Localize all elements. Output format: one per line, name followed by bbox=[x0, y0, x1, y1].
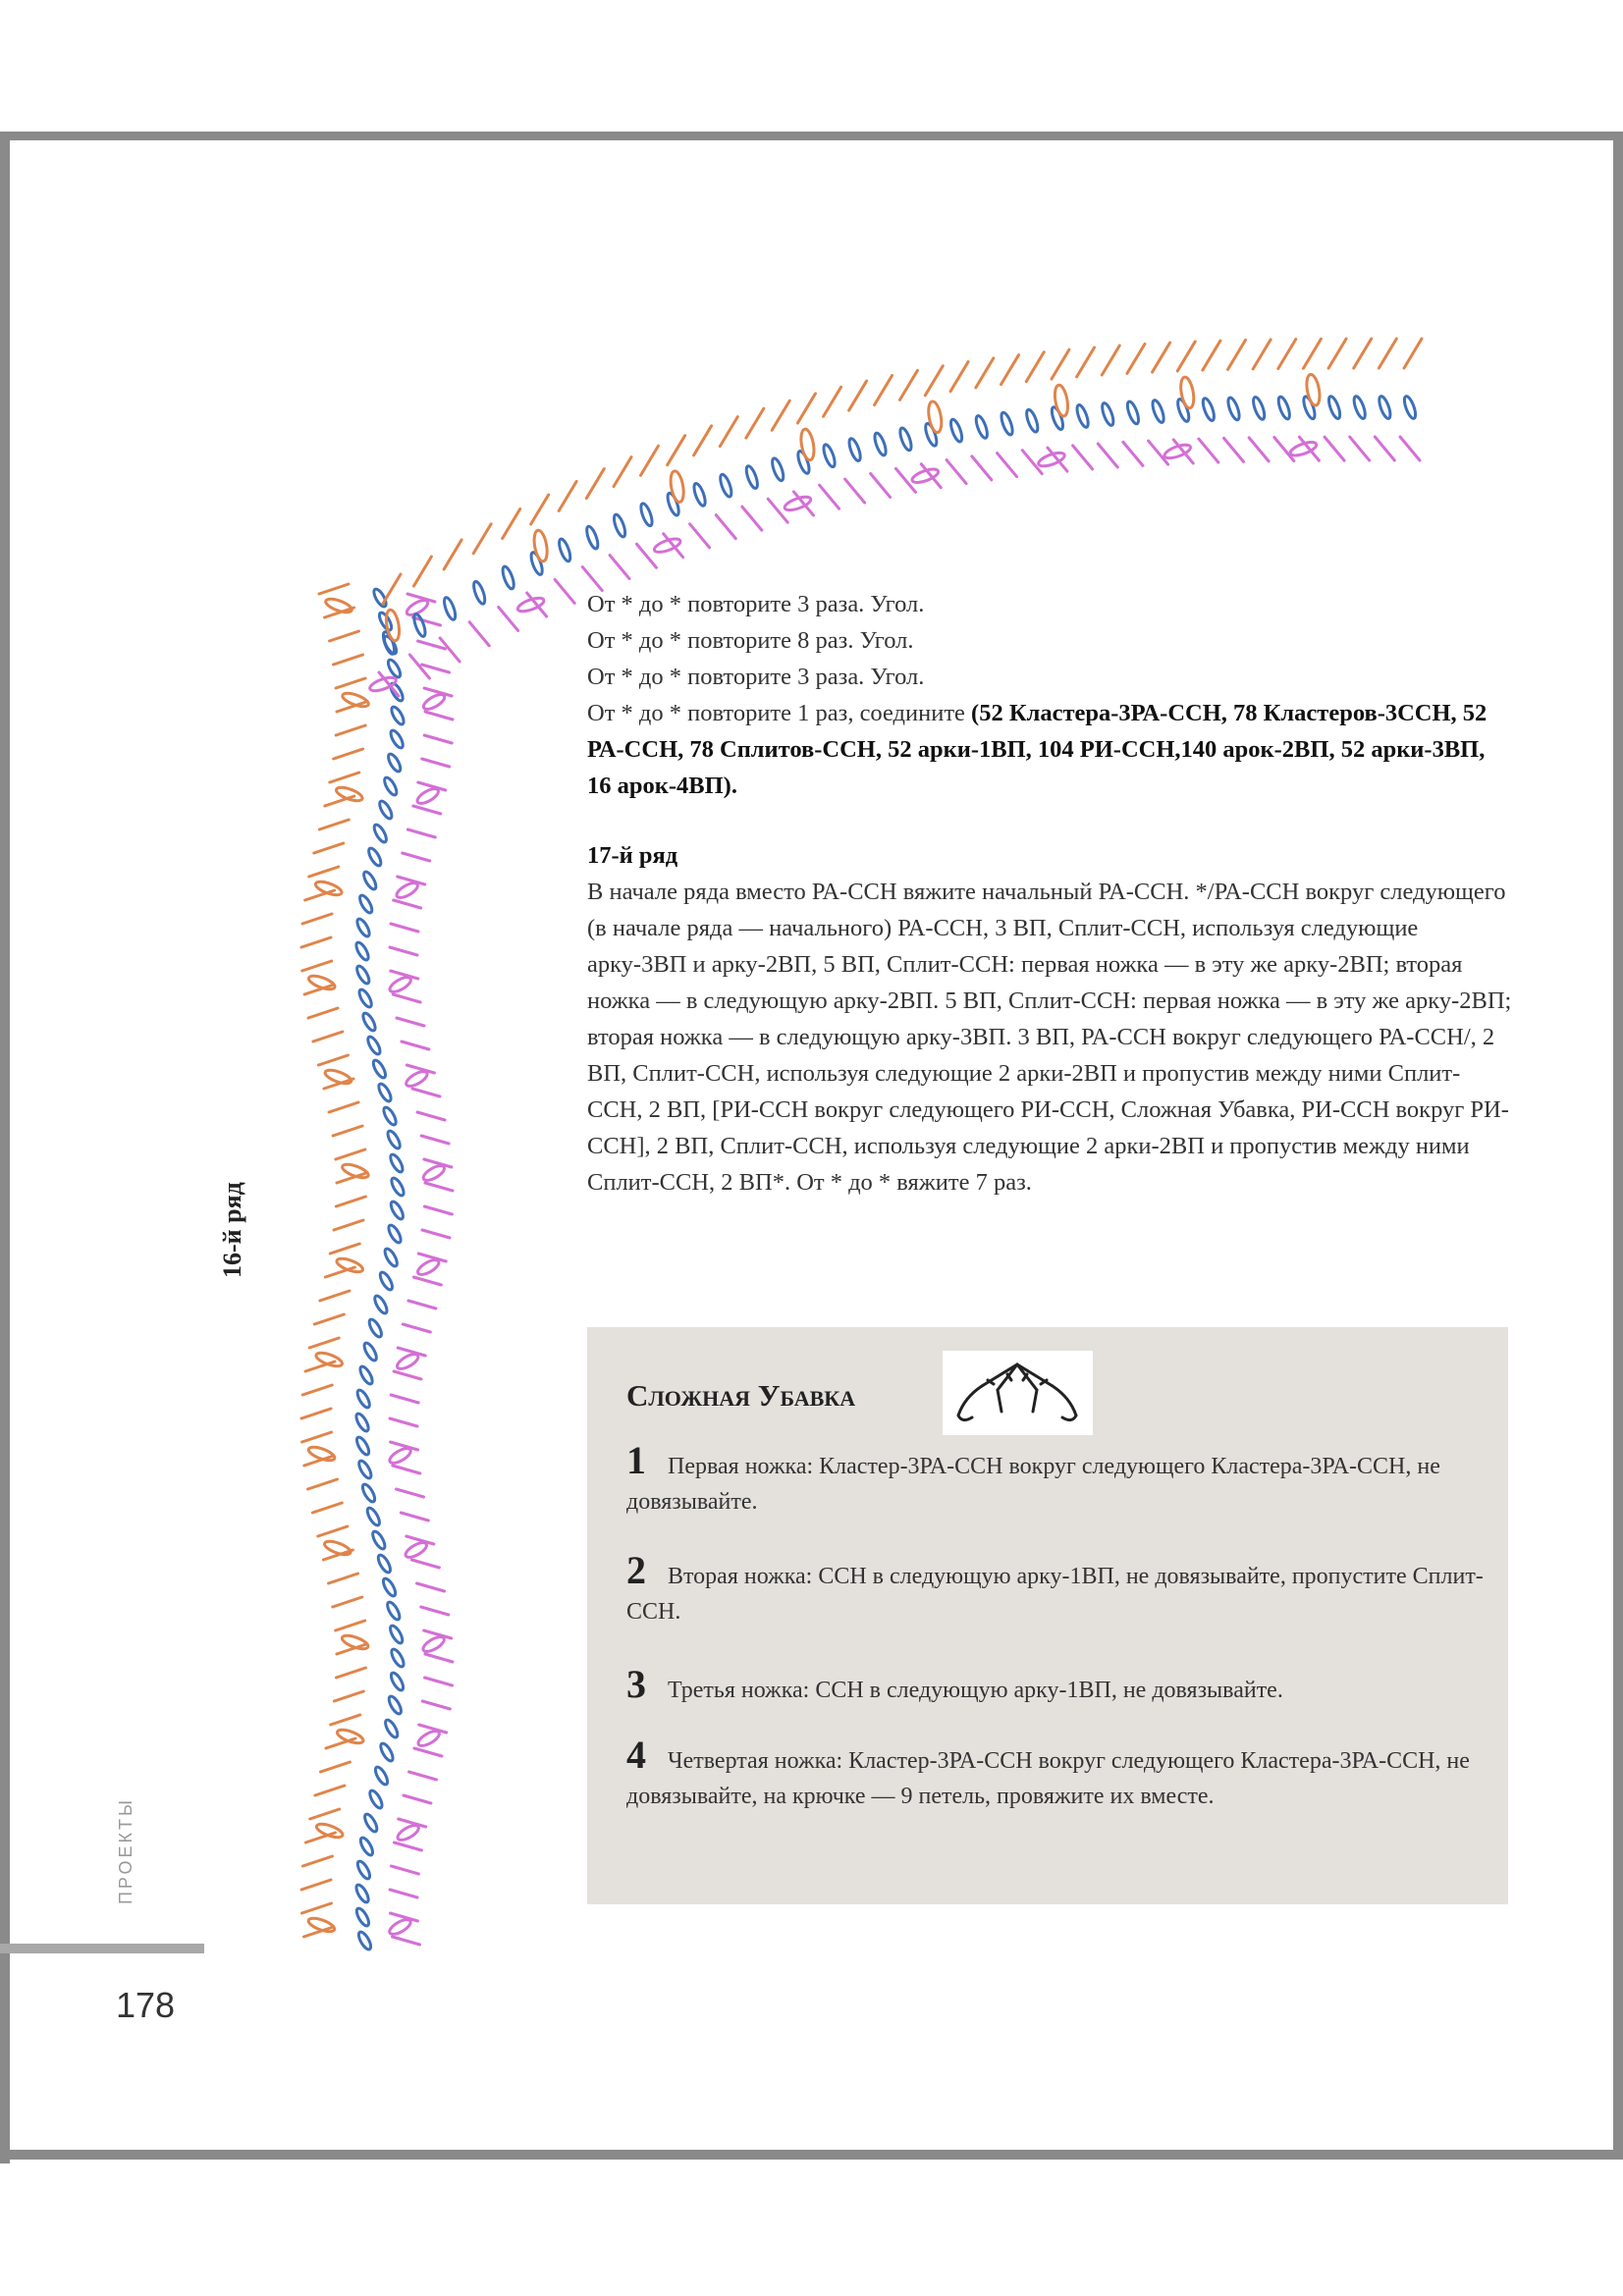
chain-stitch bbox=[383, 1247, 400, 1267]
stitch-stroke bbox=[1299, 437, 1319, 460]
stitch-stroke bbox=[425, 712, 453, 720]
chain-stitch bbox=[365, 1035, 382, 1055]
chain-stitch bbox=[442, 596, 458, 620]
stitch-stroke bbox=[336, 725, 365, 735]
stitch-stroke bbox=[1379, 339, 1396, 368]
stitch-stroke bbox=[334, 749, 363, 759]
step-text: Вторая ножка: ССН в следующую арку-1ВП, не довязывайте, пропустите Сплит-ССН. bbox=[626, 1564, 1484, 1625]
stitch-stroke bbox=[424, 1206, 452, 1214]
chain-stitch bbox=[362, 1812, 379, 1833]
stitch-stroke bbox=[412, 1089, 440, 1096]
instruction-text bbox=[587, 586, 1512, 1201]
instruction-plain: От * до * повторите 1 раз, соедините bbox=[587, 700, 972, 726]
chain-stitch bbox=[354, 940, 371, 961]
stitch-stroke bbox=[391, 1395, 418, 1403]
chain-stitch bbox=[1402, 395, 1418, 419]
chain-stitch bbox=[354, 964, 371, 985]
row-17-instructions: В начале ряда вместо РА-ССН вяжите начальный РА-ССН. */РА-ССН вокруг следующего (в начале ряда — начального) РА-ССН, 3 ВП, Сплит-ССН, используя следующие арку-3ВП и арку-2ВП, 5 ВП, Сплит-ССН: первая ножка — в эту же арку-2ВП; вторая ножка — в следующую арку-2ВП. 5 ВП, Сплит-ССН: первая ножка — в эту же арку-2ВП; вторая ножка — в следующую арку-3ВП. 3 ВП, РА-ССН вокруг следующего РА-ССН/, 2 ВП, Сплит-ССН, используя следующие 2 арки-2ВП и пропустив между ними Сплит-ССН, 2 ВП, [РИ-ССН вокруг следующего РИ-ССН, Сложная Убавка, РИ-ССН вокруг РИ-ССН], 2 ВП, Сплит-ССН, используя следующие 2 арки-2ВП и пропустив между ними Сплит-ССН, 2 ВП*. От * до * вяжите 7 раз. bbox=[587, 879, 1512, 1196]
stitch-stroke bbox=[422, 759, 450, 767]
chain-stitch bbox=[584, 525, 600, 550]
chain-stitch bbox=[388, 1446, 413, 1467]
stitch-totals: (52 Кластера-3РА-ССН, 78 Кластеров-3ССН, 52 РА-ССН, 78 Сплитов-ССН, 52 арки-1ВП, 104 РИ-ССН,140 арок-2ВП, 52 арки-3ВП, 16 арок-4ВП). bbox=[587, 700, 1488, 799]
box-title: Сложная Убавка bbox=[626, 1378, 856, 1413]
stitch-stroke bbox=[444, 540, 461, 569]
stitch-stroke bbox=[1048, 448, 1067, 471]
stitch-stroke bbox=[413, 806, 441, 814]
stitch-stroke bbox=[559, 481, 576, 510]
chain-stitch bbox=[421, 692, 447, 713]
stitch-stroke bbox=[469, 622, 489, 646]
stitch-stroke bbox=[1278, 340, 1296, 369]
stitch-stroke bbox=[301, 937, 331, 947]
chain-stitch bbox=[377, 799, 394, 820]
page-number: 178 bbox=[116, 1985, 176, 2025]
chain-stitch bbox=[948, 418, 964, 443]
chain-stitch bbox=[361, 1011, 378, 1032]
chain-stitch bbox=[532, 529, 549, 562]
stitch-stroke bbox=[310, 1809, 340, 1819]
stitch-stroke bbox=[383, 574, 401, 604]
chain-stitch bbox=[692, 482, 708, 507]
chain-stitch bbox=[718, 473, 733, 498]
stitch-stroke bbox=[586, 469, 604, 499]
stitch-stroke bbox=[1354, 339, 1372, 368]
chain-stitch bbox=[799, 428, 816, 461]
chain-stitch bbox=[388, 1152, 405, 1173]
stitch-stroke bbox=[425, 1183, 453, 1191]
stitch-stroke bbox=[824, 387, 841, 416]
stitch-stroke bbox=[424, 1678, 452, 1685]
chain-stitch bbox=[388, 1624, 405, 1644]
stitch-stroke bbox=[414, 1748, 442, 1756]
stitch-stroke bbox=[312, 1503, 342, 1513]
chain-stitch bbox=[416, 1729, 442, 1749]
chain-stitch bbox=[471, 580, 487, 605]
chain-stitch bbox=[1201, 397, 1217, 421]
stitch-stroke bbox=[797, 394, 815, 423]
stitch-stroke bbox=[899, 370, 917, 400]
stitch-stroke bbox=[302, 961, 332, 971]
stitch-stroke bbox=[527, 593, 547, 616]
chain-stitch bbox=[365, 1506, 382, 1526]
chain-stitch bbox=[1276, 396, 1292, 420]
stitch-stroke bbox=[421, 1607, 449, 1615]
chain-stitch bbox=[1352, 395, 1368, 419]
stitch-stroke bbox=[742, 507, 762, 530]
chain-stitch bbox=[770, 457, 785, 482]
stitch-stroke bbox=[845, 479, 865, 503]
step-number: 4 bbox=[626, 1733, 646, 1777]
instruction-line bbox=[587, 695, 1512, 804]
chain-stitch bbox=[356, 1459, 373, 1479]
chain-stitch bbox=[354, 1412, 371, 1432]
stitch-stroke bbox=[320, 1291, 350, 1301]
chain-stitch bbox=[385, 1600, 402, 1621]
stitch-stroke bbox=[925, 366, 943, 396]
stitch-stroke bbox=[768, 499, 787, 522]
chain-stitch bbox=[822, 444, 838, 468]
stitch-stroke bbox=[1173, 440, 1193, 463]
stitch-stroke bbox=[668, 436, 685, 465]
stitch-stroke bbox=[319, 584, 349, 594]
chain-stitch bbox=[412, 613, 428, 637]
stitch-stroke bbox=[413, 1277, 441, 1285]
stitch-stroke bbox=[503, 508, 520, 538]
stitch-stroke bbox=[308, 1479, 338, 1489]
stitch-stroke bbox=[1001, 355, 1019, 385]
stitch-stroke bbox=[334, 1691, 363, 1701]
chain-stitch bbox=[501, 565, 516, 590]
stitch-stroke bbox=[302, 1432, 332, 1442]
chain-stitch bbox=[367, 1789, 384, 1809]
stitch-stroke bbox=[849, 381, 867, 410]
stitch-stroke bbox=[1153, 343, 1170, 372]
chain-stitch bbox=[373, 1765, 390, 1786]
stitch-stroke bbox=[746, 408, 764, 438]
stitch-stroke bbox=[330, 1244, 359, 1254]
stitch-stroke bbox=[393, 1937, 420, 1945]
stitch-stroke bbox=[421, 1136, 449, 1144]
stitch-stroke bbox=[334, 1220, 363, 1230]
stitch-stroke bbox=[921, 464, 941, 488]
bottom-border bbox=[0, 2150, 1623, 2160]
left-border bbox=[0, 132, 10, 2163]
step-number: 1 bbox=[626, 1438, 646, 1482]
chain-stitch bbox=[366, 846, 383, 867]
stitch-stroke bbox=[336, 1197, 365, 1206]
stitch-stroke bbox=[1328, 339, 1346, 368]
chain-stitch bbox=[386, 658, 403, 678]
instruction-line: От * до * повторите 3 раза. Угол. bbox=[587, 664, 925, 690]
stitch-stroke bbox=[664, 534, 683, 558]
stitch-stroke bbox=[1400, 437, 1420, 460]
chain-stitch bbox=[367, 1317, 384, 1338]
chain-stitch bbox=[404, 1540, 429, 1561]
stitch-stroke bbox=[390, 1890, 417, 1897]
stitch-stroke bbox=[716, 515, 735, 539]
chain-stitch bbox=[361, 870, 378, 890]
stitch-stroke bbox=[1098, 444, 1117, 467]
stitch-stroke bbox=[871, 473, 891, 497]
step-number: 2 bbox=[626, 1548, 646, 1592]
chain-stitch bbox=[356, 1930, 373, 1950]
chain-stitch bbox=[390, 1176, 406, 1197]
stitch-stroke bbox=[391, 924, 418, 932]
chain-stitch bbox=[376, 1553, 393, 1574]
stitch-stroke bbox=[336, 1621, 365, 1630]
stitch-stroke bbox=[333, 1597, 362, 1607]
stitch-stroke bbox=[394, 1842, 421, 1850]
stitch-stroke bbox=[610, 556, 629, 579]
chain-stitch bbox=[898, 427, 914, 452]
chain-stitch bbox=[387, 1223, 404, 1244]
stitch-stroke bbox=[302, 1856, 332, 1866]
stitch-stroke bbox=[1325, 437, 1344, 460]
chain-stitch bbox=[388, 975, 413, 995]
chain-stitch bbox=[362, 1341, 379, 1362]
stitch-stroke bbox=[313, 1032, 343, 1041]
chain-stitch bbox=[612, 513, 627, 538]
stitch-stroke bbox=[318, 1526, 348, 1536]
chain-stitch bbox=[372, 823, 389, 843]
chain-stitch bbox=[396, 1823, 421, 1843]
row-label: 16-й ряд bbox=[218, 1182, 246, 1278]
stitch-stroke bbox=[418, 641, 446, 649]
stitch-stroke bbox=[1026, 352, 1044, 382]
stitch-stroke bbox=[314, 1314, 344, 1324]
chain-stitch bbox=[1024, 408, 1040, 433]
step-3 bbox=[626, 1662, 1490, 1708]
stitch-stroke bbox=[331, 1715, 360, 1725]
stitch-stroke bbox=[531, 495, 549, 524]
chain-stitch bbox=[1053, 384, 1069, 417]
stitch-stroke bbox=[820, 485, 839, 508]
chain-stitch bbox=[372, 1294, 389, 1314]
stitch-stroke bbox=[333, 1126, 362, 1136]
stitch-stroke bbox=[772, 400, 789, 430]
stitch-stroke bbox=[309, 867, 339, 877]
stitch-stroke bbox=[301, 1880, 331, 1890]
chain-stitch bbox=[669, 470, 685, 504]
stitch-stroke bbox=[391, 1866, 418, 1874]
stitch-stroke bbox=[320, 1762, 350, 1772]
right-border bbox=[1613, 132, 1623, 2160]
stitch-stroke bbox=[422, 1701, 450, 1709]
chain-stitch bbox=[360, 1482, 377, 1503]
chain-stitch bbox=[357, 988, 374, 1008]
stitch-stroke bbox=[417, 1112, 445, 1120]
stitch-stroke bbox=[301, 1409, 331, 1418]
chain-stitch bbox=[354, 1906, 371, 1927]
stitch-stroke bbox=[1077, 347, 1095, 377]
stitch-stroke bbox=[318, 1055, 348, 1065]
stitch-stroke bbox=[972, 456, 992, 480]
chain-stitch bbox=[1151, 399, 1166, 423]
stitch-stroke bbox=[402, 1041, 429, 1049]
row-17-title: 17-й ряд bbox=[587, 842, 678, 869]
stitch-stroke bbox=[408, 1772, 436, 1780]
chain-stitch bbox=[405, 1069, 430, 1090]
stitch-stroke bbox=[315, 1786, 345, 1795]
chain-stitch bbox=[1326, 395, 1342, 419]
stitch-stroke bbox=[411, 1560, 439, 1568]
chain-stitch bbox=[1377, 395, 1392, 419]
stitch-stroke bbox=[309, 1338, 339, 1348]
chain-stitch bbox=[873, 432, 889, 456]
stitch-stroke bbox=[1052, 349, 1069, 379]
chain-stitch bbox=[381, 1576, 398, 1597]
chain-stitch bbox=[355, 1859, 372, 1880]
stitch-stroke bbox=[407, 829, 435, 837]
stitch-stroke bbox=[690, 524, 710, 548]
stitch-stroke bbox=[947, 460, 966, 484]
complex-decrease-box bbox=[587, 1327, 1508, 1904]
stitch-stroke bbox=[976, 358, 994, 388]
stitch-stroke bbox=[329, 1102, 358, 1112]
stitch-stroke bbox=[413, 617, 441, 625]
chain-stitch bbox=[358, 1364, 375, 1385]
step-1 bbox=[626, 1438, 1490, 1520]
chain-stitch bbox=[383, 1718, 400, 1738]
stitch-stroke bbox=[334, 655, 363, 665]
chain-stitch bbox=[382, 1105, 399, 1126]
stitch-stroke bbox=[330, 631, 359, 641]
stitch-stroke bbox=[1123, 442, 1143, 465]
stitch-stroke bbox=[1228, 340, 1246, 369]
chain-stitch bbox=[386, 752, 403, 773]
stitch-stroke bbox=[1404, 339, 1422, 368]
stitch-stroke bbox=[401, 1513, 428, 1521]
chain-stitch bbox=[1305, 373, 1322, 406]
stitch-stroke bbox=[1199, 439, 1218, 462]
chain-stitch bbox=[355, 917, 372, 937]
step-2 bbox=[626, 1548, 1490, 1629]
stitch-stroke bbox=[336, 1149, 365, 1159]
chain-stitch bbox=[389, 1647, 406, 1668]
stitch-stroke bbox=[408, 1301, 436, 1308]
stitch-stroke bbox=[393, 994, 420, 1002]
chain-stitch bbox=[387, 1694, 404, 1715]
stitch-stroke bbox=[425, 1654, 453, 1662]
chain-stitch bbox=[974, 414, 990, 439]
chain-stitch bbox=[358, 1836, 375, 1856]
stitch-stroke bbox=[614, 457, 631, 487]
chain-stitch bbox=[744, 464, 760, 489]
stitch-stroke bbox=[1303, 339, 1321, 368]
chain-stitch bbox=[1100, 401, 1115, 426]
chain-stitch bbox=[371, 1058, 388, 1079]
section-label: ПРОЕКТЫ bbox=[116, 1797, 135, 1904]
chain-stitch bbox=[395, 881, 420, 901]
chain-stitch bbox=[388, 1917, 413, 1938]
stitch-stroke bbox=[1350, 437, 1370, 460]
stitch-stroke bbox=[1127, 344, 1145, 373]
stitch-stroke bbox=[394, 1371, 421, 1379]
step-text: Третья ножка: ССН в следующую арку-1ВП, не довязывайте. bbox=[668, 1678, 1283, 1703]
stitch-stroke bbox=[875, 375, 893, 404]
chain-stitch bbox=[378, 1741, 395, 1762]
stitch-stroke bbox=[422, 1230, 450, 1238]
chain-stitch bbox=[415, 1257, 441, 1278]
stitch-stroke bbox=[404, 1795, 431, 1803]
stitch-stroke bbox=[473, 524, 491, 554]
stitch-stroke bbox=[413, 557, 431, 586]
stitch-stroke bbox=[1249, 438, 1269, 461]
stitch-stroke bbox=[1102, 346, 1119, 375]
stitch-stroke bbox=[403, 853, 430, 861]
chain-stitch bbox=[1125, 400, 1141, 425]
chain-stitch bbox=[1226, 397, 1242, 421]
stitch-stroke bbox=[950, 362, 968, 392]
decrease-symbol-icon bbox=[943, 1351, 1093, 1435]
stitch-stroke bbox=[422, 665, 450, 672]
chain-stitch bbox=[389, 728, 406, 749]
stitch-stroke bbox=[720, 417, 737, 447]
chain-stitch bbox=[1179, 376, 1196, 409]
stitch-stroke bbox=[793, 492, 813, 515]
stitch-stroke bbox=[390, 1418, 417, 1426]
stitch-stroke bbox=[1224, 438, 1244, 461]
step-text: Первая ножка: Кластер-3РА-ССН вокруг следующего Кластера-3РА-ССН, не довязывайте. bbox=[626, 1454, 1440, 1515]
chain-stitch bbox=[927, 400, 944, 434]
stitch-stroke bbox=[397, 1018, 424, 1026]
stitch-stroke bbox=[319, 820, 349, 829]
stitch-stroke bbox=[1073, 446, 1093, 469]
stitch-stroke bbox=[302, 914, 332, 924]
chain-stitch bbox=[1075, 403, 1091, 428]
stitch-stroke bbox=[329, 1574, 358, 1583]
chain-stitch bbox=[557, 538, 572, 562]
stitch-stroke bbox=[301, 1903, 331, 1913]
chain-stitch bbox=[847, 437, 863, 461]
stitch-stroke bbox=[336, 1668, 365, 1678]
chain-stitch bbox=[376, 1082, 393, 1102]
chain-stitch bbox=[395, 1352, 420, 1372]
stitch-stroke bbox=[314, 843, 344, 853]
chain-stitch bbox=[415, 786, 441, 807]
stitch-stroke bbox=[424, 735, 452, 743]
chain-stitch bbox=[370, 1529, 387, 1550]
stitch-stroke bbox=[1203, 341, 1220, 370]
section-bar bbox=[0, 1944, 204, 1953]
stitch-stroke bbox=[397, 1489, 424, 1497]
stitch-stroke bbox=[998, 454, 1017, 477]
stitch-stroke bbox=[640, 446, 658, 475]
stitch-stroke bbox=[393, 1466, 420, 1473]
stitch-stroke bbox=[440, 638, 460, 662]
instruction-line: От * до * повторите 3 раза. Угол. bbox=[587, 591, 925, 617]
chain-stitch bbox=[1251, 396, 1267, 420]
chain-stitch bbox=[355, 1388, 372, 1409]
chain-stitch bbox=[378, 1270, 395, 1291]
stitch-stroke bbox=[1375, 437, 1394, 460]
stitch-stroke bbox=[499, 607, 518, 630]
chain-stitch bbox=[386, 1129, 403, 1149]
step-4 bbox=[626, 1733, 1490, 1814]
stitch-stroke bbox=[390, 947, 417, 955]
chain-stitch bbox=[354, 1883, 371, 1903]
stitch-stroke bbox=[308, 1008, 338, 1018]
stitch-stroke bbox=[694, 426, 712, 455]
step-text: Четвертая ножка: Кластер-3РА-ССН вокруг следующего Кластера-3РА-ССН, не довязывайте, на крючке — 9 петель, провяжите их вместе. bbox=[626, 1748, 1470, 1809]
chain-stitch bbox=[389, 1200, 406, 1220]
stitch-stroke bbox=[302, 1385, 332, 1395]
chain-stitch bbox=[389, 1671, 406, 1691]
chain-stitch bbox=[357, 893, 374, 914]
chain-stitch bbox=[421, 1634, 447, 1655]
chain-stitch bbox=[354, 1435, 371, 1456]
stitch-stroke bbox=[336, 678, 365, 688]
top-border bbox=[0, 132, 1623, 140]
stitch-stroke bbox=[1253, 340, 1271, 369]
chain-stitch bbox=[639, 503, 655, 527]
stitch-stroke bbox=[417, 1583, 445, 1591]
chain-stitch bbox=[382, 775, 399, 796]
stitch-stroke bbox=[1177, 342, 1195, 371]
step-number: 3 bbox=[626, 1662, 646, 1706]
chain-stitch bbox=[1000, 411, 1015, 436]
chain-stitch bbox=[390, 705, 406, 725]
chain-stitch bbox=[421, 1163, 447, 1184]
instruction-line: От * до * повторите 8 раз. Угол. bbox=[587, 627, 914, 654]
stitch-stroke bbox=[394, 900, 421, 908]
stitch-stroke bbox=[555, 579, 574, 603]
stitch-stroke bbox=[330, 773, 359, 782]
stitch-stroke bbox=[403, 1324, 430, 1332]
